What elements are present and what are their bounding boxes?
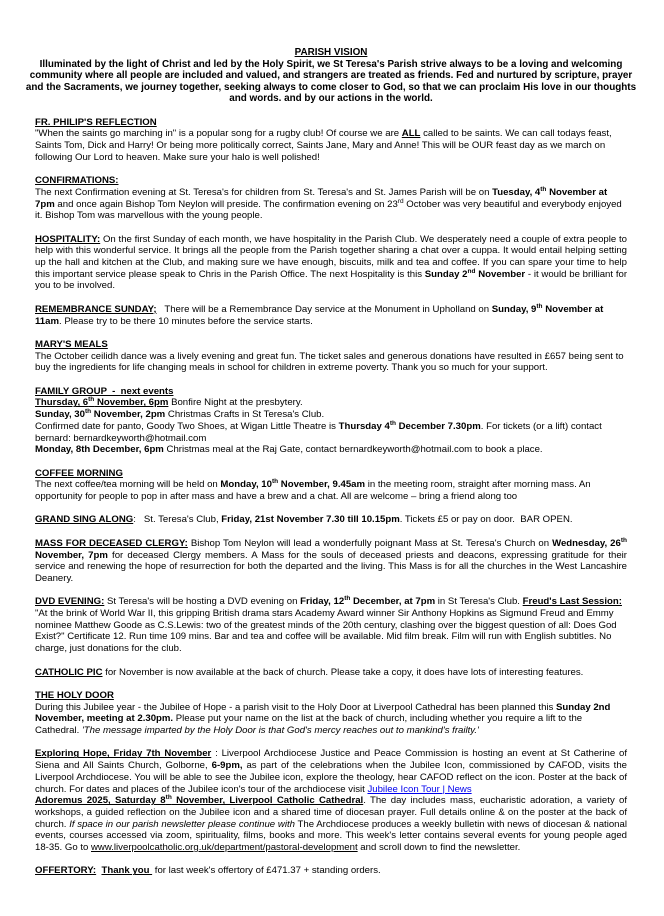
text: There will be a Remembrance Day service at the Monument in Upholland on [156,303,492,315]
text: . Tickets £5 or pay on door. BAR OPEN. [399,514,573,526]
date: Sunday, 9 [491,303,537,315]
sing-along-section [35,514,627,526]
coffee-morning-section [35,468,627,503]
ordinal: th [389,419,396,427]
text: as part of the celebrations when the Jubilee Icon, commissioned by CAFOD, visits the Liverpool Archdiocese. You will be able to see the Jubilee icon, explore the theology, hear CAFOD reflect on the icon. Poster at the back of church. For dates and places of the Jubilee icon's tour of the archdiocese visit [35,760,628,795]
text: : St. Teresa's Club, [133,514,222,526]
quote: 'The message imparted by the Holy Door is that God's mercy reaches out to mankind's frailty.' [81,725,479,737]
section-heading: Adoremus 2025, Saturday 8 [35,795,166,807]
section-heading: Exploring Hope, Friday 7th November [35,748,212,760]
section-heading: DVD EVENING: [35,596,105,608]
section-heading: THE HOLY DOOR [35,689,114,701]
event-date: November, 6pm [94,397,169,409]
date: November, 9.45am [278,479,366,491]
section-heading: FAMILY GROUP - next events [35,385,174,397]
emphasis: ALL [401,128,421,140]
section-heading: MASS FOR DECEASED CLERGY: [35,537,188,549]
catholic-pic-section [35,667,627,679]
date: November at 7pm [35,186,608,210]
date: 6-9pm, [211,760,243,772]
event-text: Confirmed date for panto, Goody Two Shoes, at Wigan Little Theatre is [35,420,339,432]
note: If space in our parish newsletter please continue with [69,818,295,830]
date: Monday, 10 [220,479,272,491]
date: Tuesday, 4 [492,186,541,198]
section-heading: CATHOLIC PIC [35,666,103,678]
text: The next coffee/tea morning will be held on [35,479,221,491]
text: . Please try to be there 10 minutes before the service starts. [59,315,313,327]
marys-meals-section [35,339,627,374]
text: and once again Bishop Tom Neylon will preside. The confirmation evening on 23 [54,198,398,210]
date: Friday, 12 [300,596,345,608]
text: and scroll down to find the newsletter. [357,842,521,854]
ordinal: th [271,478,279,486]
section-heading: REMEMBRANCE SUNDAY; [35,303,157,315]
event-date: December 7.30pm [395,420,481,432]
text: Bishop Tom Neylon will lead a wonderfully poignant Mass at St. Teresa's Church on [187,537,553,549]
text: The October ceilidh dance was a lively evening and great fun. The ticket sales and generous donations have resulted in £657 being sent to buy the ingredients for life changing meals in school for children in extreme poverty. Thank you so much for your support. [35,350,624,374]
dvd-evening-section [35,596,627,655]
date: Friday, 21st November 7.30 till 10.15pm [221,514,400,526]
film-title: Freud's Last Session: [522,596,622,608]
text: - it would be brilliant for you to be involved. [35,268,628,292]
event-text: Christmas meal at the Raj Gate, contact bernardkeyworth@hotmail.com to book a place. [163,444,543,456]
parish-vision [20,47,642,105]
text: The next Confirmation evening at St. Teresa's for children from St. Teresa's and St. James Parish will be on [35,186,493,198]
date: Sunday 2 [424,268,468,280]
ordinal: th [536,302,543,310]
text: in the meeting room, straight after morning mass. An opportunity for people to pop in after mass and have a brew and a chat. All are welcome – bring a friend along too [35,479,591,503]
jubilee-icon-tour-link[interactable]: Jubilee Icon Tour | News [367,783,472,795]
parish-vision-text: Illuminated by the light of Christ and led by the Holy Spirit, we St Teresa's Parish strive always to be a loving and welcoming community where all people are included and valued, and strangers are treated as friends. Fed and nurtured by scripture, prayer and the Sacraments, we journey together, seeking always to come closer to God, so that we can proclaim His love in our thoughts and words. and by our actions in the world. [25,58,637,105]
ordinal: th [165,794,172,802]
date: December, at 7pm [350,596,436,608]
text: "At the brink of World War II, this gripping British drama stars Academy Award winner Sir Anthony Hopkins as Sigmund Freud and Emmy nominee Matthew Goode as C.S.Lewis: two of the greatest minds of the 20th century, clashing over the biggest question of all: Does God Exist?" Certificate 12. Run time 109 mins. Bar and tea and coffee will be available. Mid film break. Film will run with English subtitles. No charge, just donations for the club. [35,608,617,655]
liverpool-catholic-link[interactable]: www.liverpoolcatholic.org.uk/department/pastoral-development [91,842,358,854]
text: The Archdiocese produces a weekly bulletin with news of diocesan & national events, courses accessed via zoom, spirituality, films, books and more. This week's letter contains several events for young people aged 18-35. Go to [35,818,627,854]
text: for November is now available at the back of church. Please take a copy, it does have lots of interesting features. [102,666,584,678]
event-text: Christmas Crafts in St Teresa's Club. [165,409,325,421]
adoremus-section [35,795,627,854]
hospitality-section [35,234,627,293]
thank-you: Thank you [101,865,153,877]
deceased-clergy-section [35,538,627,585]
date: November [475,268,526,280]
section-heading: November, Liverpool Catholic Cathedral [171,795,364,807]
ordinal: nd [467,267,476,275]
event-date: Monday, 8th December, 6pm [35,444,164,456]
date: November at 11am [35,303,604,327]
text: October was very beautiful and everybody enjoyed it. Bishop Tom was marvellous with the young people. [35,198,622,222]
event-date: November, 2pm [91,409,166,421]
ordinal: rd [397,197,404,205]
text: On the first Sunday of each month, we have hospitality in the Parish Club. We desperately need a couple of extra people to help with this wonderful service. It brings all the people from the Parish together sharing a chat over a cuppa. It would entail helping setting up the hall and kitchen at the Club, and making sure we have enough, biscuits, milk and tea and coffee. If you can spare your time to help this important service please speak to Chris in the Parish Office. The next Hospitality is this [35,233,627,280]
exploring-hope-section [35,748,627,795]
text: . The day includes mass, eucharistic adoration, a variety of workshops, a guided reflection on the Jubilee icon and a shared time of diocesan prayer. Full details online & on the poster at the back of church. [35,795,628,830]
holy-door-section [35,690,627,737]
text: for deceased Clergy members. A Mass for the souls of deceased priests and deacons, expressing gratitude for their service and renewing the hope of resurrection for both the departed and the living. This Mass is for all the churches in the West Lancashire Deanery. [35,549,627,584]
date: Wednesday, 26 [552,537,621,549]
event-date: Thursday 4 [338,420,390,432]
remembrance-section [35,304,627,327]
ordinal: th [540,185,547,193]
date: Sunday 2nd November, meeting at 2.30pm. [35,701,611,725]
text: called to be saints. We can call todays feast, Saints Tom, Dick and Harry! Or being more politically correct, Saints Jane, Mary and Anne! This will be OUR feast day as we march on following Our Lord to heaven. Make sure your halo is well polished! [35,128,612,163]
text: : Liverpool Archdiocese Justice and Peace Commission is hosting an event at St Catherine of Siena and All Saints Church, Golborne, [35,748,627,772]
text: St Teresa's will be hosting a DVD evening on [104,596,301,608]
ordinal: th [344,595,351,603]
section-heading: GRAND SING ALONG [35,514,134,526]
text: Please put your name on the list at the back of church, including whether you require a lift to the Cathedral. [35,713,583,737]
family-group-section [35,386,627,456]
event-text: Bonfire Night at the presbytery. [168,397,303,409]
date: November, 7pm [35,549,108,561]
section-heading: HOSPITALITY: [35,233,101,245]
ordinal: th [84,408,92,416]
section-heading: FR. PHILIP'S REFLECTION [35,116,157,128]
section-heading: MARY'S MEALS [35,338,108,350]
parish-vision-title: PARISH VISION [294,47,368,58]
text: in St Teresa's Club. [435,596,523,608]
reflection-section [35,117,627,164]
text: for last week's offertory of £471.37 + standing orders. [152,865,381,877]
section-heading: COFFEE MORNING [35,467,123,479]
confirmations-section [35,175,627,222]
event-date: Thursday, 6 [35,397,89,409]
offertory-section [35,865,627,877]
ordinal: th [620,536,627,544]
event-text: . For tickets (or a lift) contact bernard: bernardkeyworth@hotmail.com [35,420,602,444]
ordinal: th [88,396,95,404]
newsletter-content [25,47,637,889]
text: During this Jubilee year - the Jubilee of Hope - a parish visit to the Holy Door at Liverpool Cathedral has been planned this [35,701,557,713]
event-date: Sunday, 30 [35,409,85,421]
text: "When the saints go marching in" is a popular song for a rugby club! Of course we are [35,128,402,140]
section-heading: CONFIRMATIONS: [35,175,119,187]
section-heading: OFFERTORY: [35,865,97,877]
